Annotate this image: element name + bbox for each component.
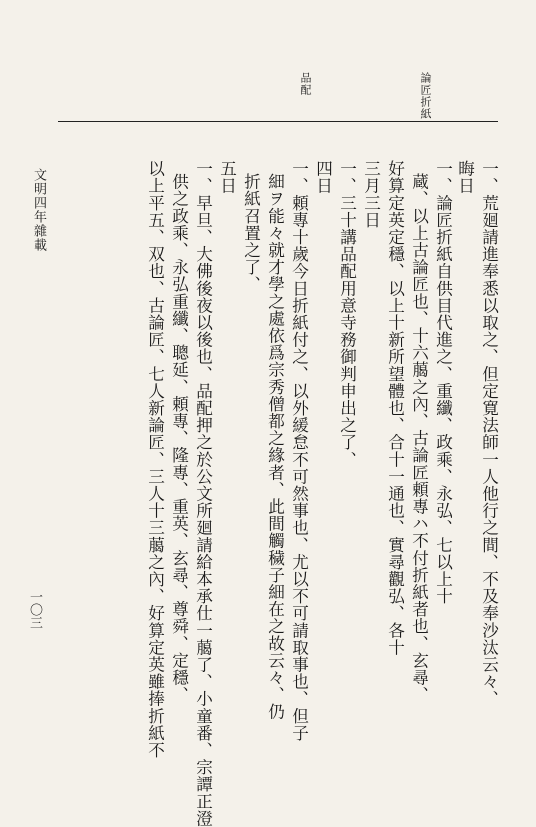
text-line: 五日: [217, 160, 237, 195]
text-line: 一、頼專十歲今日折紙付之、以外緩怠不可然事也、尤以不可請取事也、但子: [289, 160, 309, 742]
text-line: 以上平五、双也、古論匠、七人新論匠、三人十三﨟之內、好算定英雖捧折紙不: [145, 160, 165, 759]
text-line: 一、荒廻請進奉悉以取之、但定寛法師一人他行之間、不及奉沙汰云々、: [479, 160, 499, 708]
text-line: 細ヲ能々就才學之處依爲宗秀僧都之緣者、此間觸穢子細在之故云々、仍: [265, 173, 285, 721]
running-header-left: 品配: [299, 72, 312, 96]
header-rule: [58, 121, 498, 122]
era-label: 文明四年雜載: [31, 168, 46, 252]
text-line: 三月三日: [361, 160, 381, 229]
text-line: 供之政乘、永弘重纖、聰延、頼專、隆專、重英、玄尋、尊舜、定穩、: [169, 173, 189, 704]
text-line: 一、早旦、大佛後夜以後也、品配押之於公文所廻請給本承仕一﨟了、小童番、宗譚正澄: [193, 160, 213, 827]
running-header-right: 論匠折紙: [419, 72, 432, 120]
text-line: 一、三十講品配用意寺務御判申出之了、: [337, 160, 357, 468]
page-number: 一〇三: [27, 590, 42, 629]
text-line: 好算定英定穩、以上十新所望體也、合十一通也、實尋觀弘、各十: [385, 160, 405, 656]
text-line: 折紙召置之了、: [241, 173, 261, 293]
text-line: 蔵、以上古論匠也、十六﨟之內、古論匠頼專ハ不付折紙者也、玄尋、: [409, 173, 429, 704]
text-line: 晦日: [455, 160, 475, 195]
text-line: 一、論匠折紙自供目代進之、重纖、政乘、永弘、七以上十: [433, 160, 453, 605]
text-line: 四日: [313, 160, 333, 195]
